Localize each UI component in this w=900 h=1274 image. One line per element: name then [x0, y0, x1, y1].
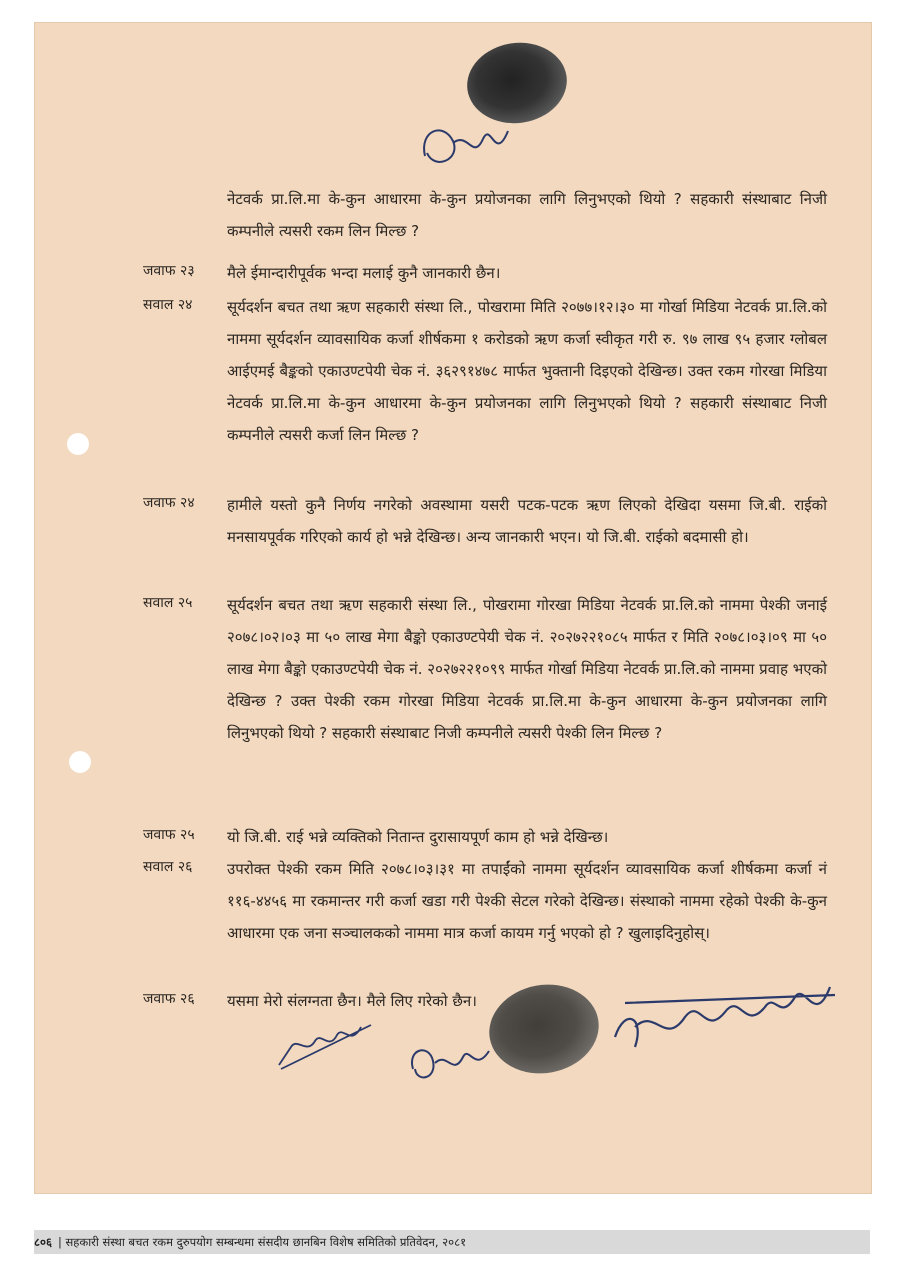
question-text: सूर्यदर्शन बचत तथा ऋण सहकारी संस्था लि., पोखरामा मिति २०७७।१२।३० मा गोर्खा मिडिया नेटवर्क प्रा.लि.को नाममा सूर्यदर्शन व्यावसायिक कर्जा शीर्षकमा १ करोडको ऋण कर्जा स्वीकृत गरी रु. ९७ लाख ९५ हजार ग्लोबल आईएमई बैङ्कको एकाउण्टपेयी चेक नं. ३६२९१४७८ मार्फत भुक्तानी दिइएको देखिन्छ। उक्त रकम गोरखा मिडिया नेटवर्क प्रा.लि.मा के-कुन आधारमा के-कुन प्रयोजनका लागि लिनुभएको थियो ? सहकारी संस्थाबाट निजी कम्पनीले त्यसरी कर्जा लिन मिल्छ ?: [227, 298, 827, 444]
answer-text: यो जि.बी. राई भन्ने व्यक्तिको नितान्त दुरासायपूर्ण काम हो भन्ने देखिन्छ।: [227, 828, 609, 846]
question-continuation: नेटवर्क प्रा.लि.मा के-कुन आधारमा के-कुन प्रयोजनका लागि लिनुभएको थियो ? सहकारी संस्थाबाट निजी कम्पनीले त्यसरी रकम लिन मिल्छ ?: [227, 190, 827, 240]
signature-left: [271, 1007, 381, 1077]
footer-title: | सहकारी संस्था बचत रकम दुरुपयोग सम्बन्धमा संसदीय छानबिन विशेष समितिको प्रतिवेदन, २०८१: [57, 1235, 467, 1249]
answer-label: जवाफ २३: [143, 263, 195, 279]
answer-text: हामीले यस्तो कुनै निर्णय नगरेको अवस्थामा यसरी पटक-पटक ऋण लिएको देखिदा यसमा जि.बी. राईको मनसायपूर्वक गरिएको कार्य हो भन्ने देखिन्छ। अन्य जानकारी भएन। यो जि.बी. राईको बदमासी हो।: [227, 496, 827, 546]
answer-label: जवाफ २५: [143, 827, 195, 843]
signature-middle: [403, 1029, 503, 1089]
question-label: सवाल २५: [143, 595, 193, 611]
punch-hole: [69, 751, 91, 773]
answer-label: जवाफ २४: [143, 495, 195, 511]
question-label: सवाल २६: [143, 859, 193, 875]
answer-text: मैले ईमान्दारीपूर्वक भन्दा मलाई कुनै जानकारी छैन।: [227, 264, 501, 282]
initials-signature-top: [413, 101, 523, 181]
question-label: सवाल २४: [143, 297, 193, 313]
punch-hole: [67, 433, 89, 455]
answer-text: यसमा मेरो संलग्नता छैन। मैले लिए गरेको छैन।: [227, 992, 477, 1010]
page-footer: [34, 1230, 870, 1254]
document-page: [34, 22, 872, 1194]
question-text: सूर्यदर्शन बचत तथा ऋण सहकारी संस्था लि., पोखरामा गोरखा मिडिया नेटवर्क प्रा.लि.को नाममा पेश्की जनाई २०७८।०२।०३ मा ५० लाख मेगा बैङ्को एकाउण्टपेयी चेक नं. २०२७२२१०८५ मार्फत र मिति २०७८।०३।०९ मा ५० लाख मेगा बैङ्को एकाउण्टपेयी चेक नं. २०२७२२१०९९ मार्फत गोर्खा मिडिया नेटवर्क प्रा.लि.को नाममा प्रवाह भएको देखिन्छ ? उक्त पेश्की रकम गोरखा मिडिया नेटवर्क प्रा.लि.मा के-कुन आधारमा के-कुन प्रयोजनका लागि लिनुभएको थियो ? सहकारी संस्थाबाट निजी कम्पनीले त्यसरी पेश्की लिन मिल्छ ?: [227, 596, 827, 742]
question-text: उपरोक्त पेश्की रकम मिति २०७८।०३।३१ मा तपाईंको नाममा सूर्यदर्शन व्यावसायिक कर्जा शीर्षकमा कर्जा नं ११६-४४५६ मा रकमान्तर गरी कर्जा खडा गरी पेश्की सेटल गरेको देखिन्छ। संस्थाको नाममा रहेको पेश्की के-कुन आधारमा एक जना सञ्चालकको नाममा मात्र कर्जा कायम गर्नु भएको हो ? खुलाइदिनुहोस्।: [227, 860, 827, 942]
page-number: ८०६: [34, 1235, 52, 1249]
answer-label: जवाफ २६: [143, 991, 195, 1007]
signature-right: [605, 967, 845, 1067]
